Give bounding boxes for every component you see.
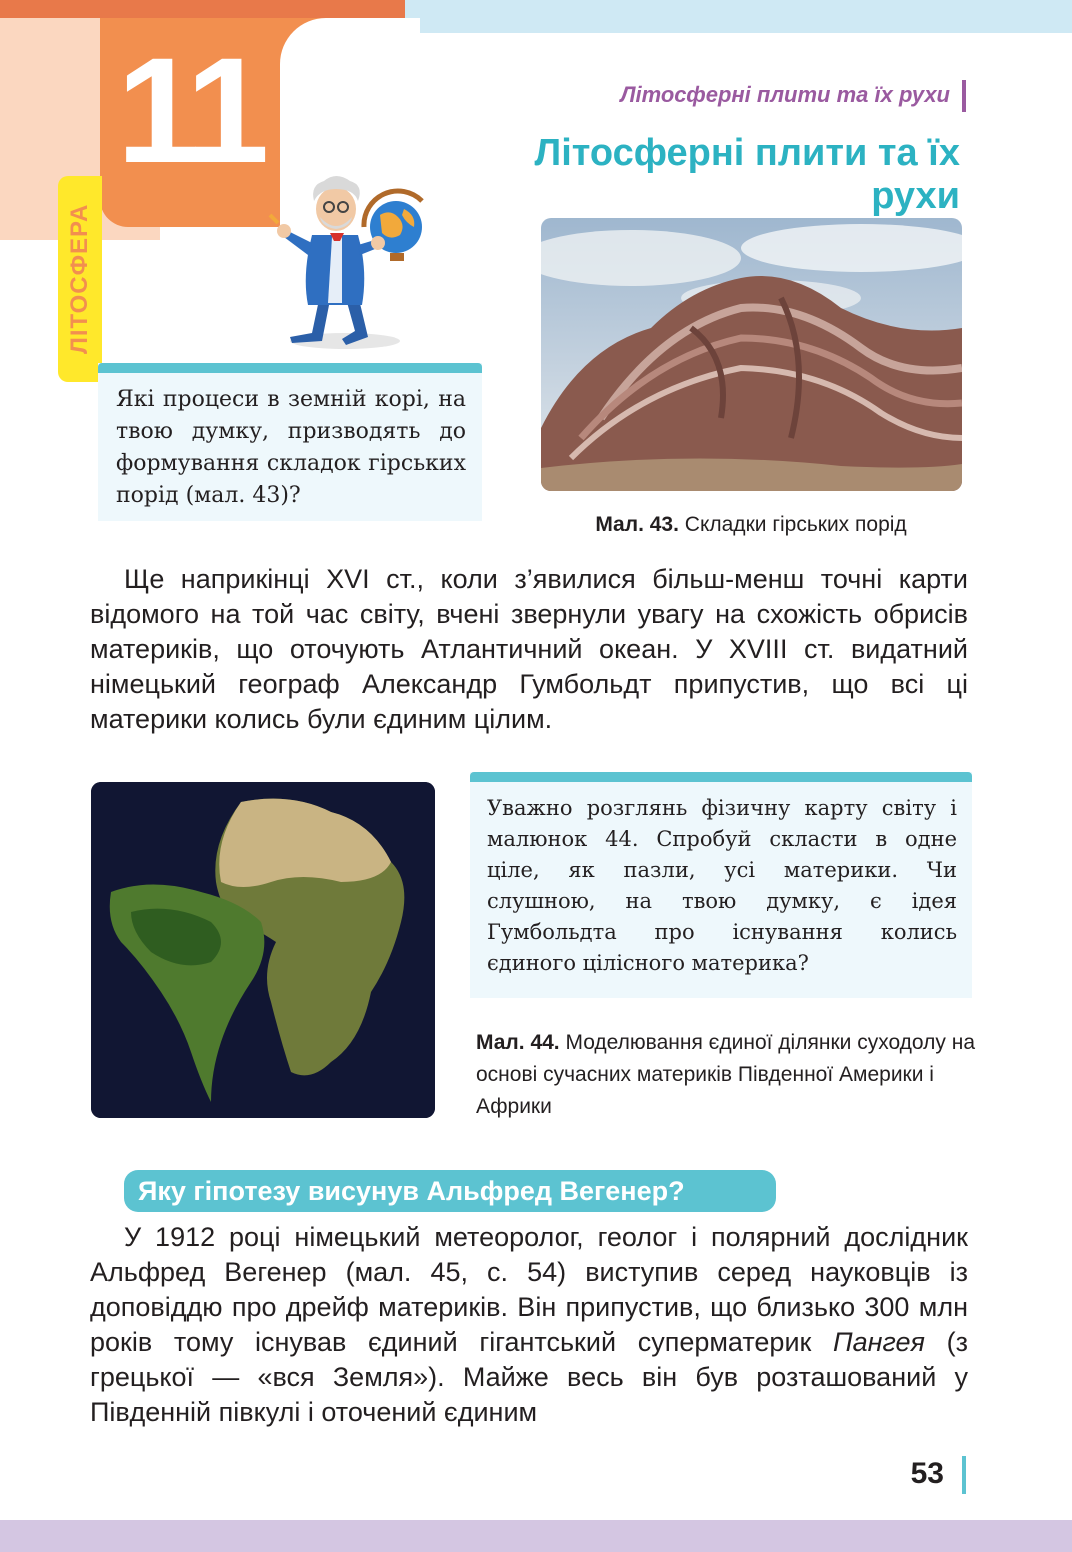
figure-44-label: Мал. 44.	[476, 1031, 560, 1054]
lesson-title: Літосферні плити та їх рухи	[534, 132, 960, 217]
figure-43-caption-text: Складки гірських порід	[678, 513, 907, 536]
top-decor-strip-orange	[0, 0, 405, 18]
body-paragraph-1-text: Ще наприкінці XVI ст., коли з’явилися більш-менш точні карти відомого на той час світу, вчені звернули увагу на схожість обрисів материків, що оточують Атлантичний океан. У XVIII ст. видатний німецький географ Александр Гумбольдт припустив, що всі ці материки колись були єдиним цілим.	[90, 564, 968, 734]
question-box-header-bar	[98, 363, 482, 373]
question-2-text: Уважно розглянь фізичну карту світу і малюнок 44. Спробуй скласти в одне ціле, як пазли, усі материки. Чи слушною, на твою думку, є ідея Гумбольдта про існування колись єдиного цілісного материка?	[487, 796, 957, 975]
figure-44-caption	[476, 1027, 976, 1123]
body-paragraph-2-after: (з грецької — «вся Земля»). Майже весь він був розташований у Південній півкулі і оточений єдиним	[90, 1327, 968, 1427]
chapter-number: 11	[116, 26, 264, 194]
figure-43-caption	[541, 512, 961, 538]
rock-folds-photo	[541, 218, 962, 491]
top-decor-strip-blue	[380, 0, 1072, 33]
body-paragraph-1	[90, 562, 968, 737]
bottom-decor-strip	[0, 1520, 1072, 1552]
professor-mascot-illustration	[250, 165, 450, 355]
body-paragraph-2	[90, 1220, 968, 1430]
body-paragraph-2-before: У 1912 році німецький метеоролог, геолог і полярний дослідник Альфред Вегенер (мал. 45, с. 54) виступив серед науковців із доповіддю про дрейф материків. Він припустив, що близько 300 млн років тому існував єдиний гігантський суперматерик	[90, 1222, 968, 1357]
section-side-tab-label: ЛІТОСФЕРА	[66, 203, 93, 355]
question-box-2-header-bar	[470, 772, 972, 782]
figure-44-caption-text: Моделювання єдиної ділянки суходолу на основі сучасних материків Південної Америки і Африки	[476, 1031, 976, 1118]
term-pangea: Пангея	[833, 1327, 925, 1357]
question-text: Які процеси в земній корі, на твою думку, призводять до формування складок гірських порід (мал. 43)?	[116, 387, 466, 508]
page-number-rule	[962, 1456, 966, 1494]
page-number: 53	[910, 1457, 944, 1490]
section-heading: Яку гіпотезу висунув Альфред Вегенер?	[138, 1176, 685, 1206]
running-header: Літосферні плити та їх рухи	[620, 82, 950, 107]
header-rule	[962, 80, 966, 112]
figure-43-label: Мал. 43.	[595, 513, 679, 536]
continents-fit-map	[91, 782, 435, 1118]
